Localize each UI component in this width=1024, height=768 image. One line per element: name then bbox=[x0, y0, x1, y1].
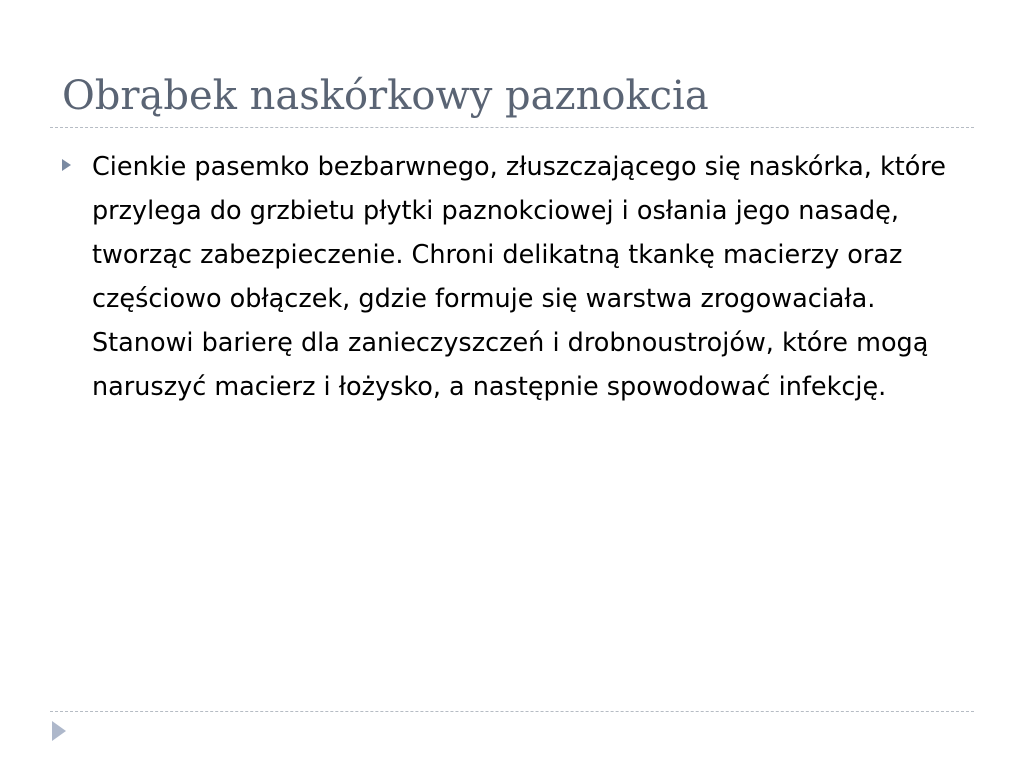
footer-divider bbox=[50, 711, 974, 712]
triangle-marker-icon bbox=[52, 721, 66, 741]
bullet-text: Cienkie pasemko bezbarwnego, złuszczającego się naskórka, które przylega do grzbietu płytki paznokciowej i osłania jego nasadę, tworząc zabezpieczenie. Chroni delikatną tkankę macierzy oraz częściowo obłączek, gdzie formuje się warstwa zrogowaciała. Stanowi barierę dla zanieczyszczeń i drobnoustrojów, które mogą naruszyć macierz i łożysko, a następnie spowodować infekcję. bbox=[92, 152, 946, 402]
slide-title: Obrąbek naskórkowy paznokcia bbox=[62, 73, 709, 119]
bullet-item bbox=[58, 145, 968, 409]
title-divider bbox=[50, 127, 974, 128]
triangle-bullet-icon bbox=[62, 159, 71, 171]
bullet-list bbox=[58, 145, 968, 409]
